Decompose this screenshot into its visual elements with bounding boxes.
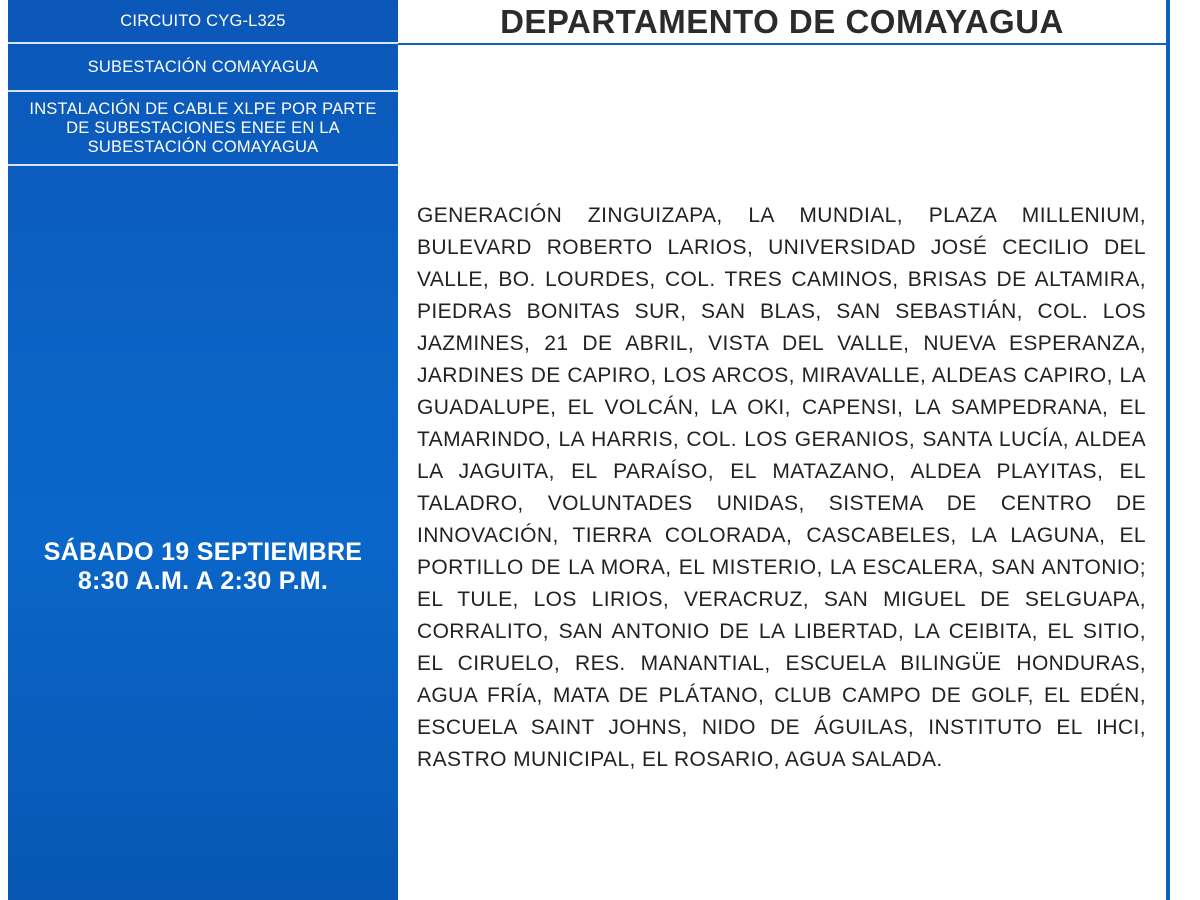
substation-label: SUBESTACIÓN COMAYAGUA [8,44,398,92]
header-divider [398,43,1170,45]
left-info-column [8,0,398,900]
affected-sectors-text: GENERACIÓN ZINGUIZAPA, LA MUNDIAL, PLAZA MILLENIUM, BULEVARD ROBERTO LARIOS, UNIVERSIDAD JOSÉ CECILIO DEL VALLE, BO. LOURDES, COL. TRES CAMINOS, BRISAS DE ALTAMIRA, PIEDRAS BONITAS SUR, SAN BLAS, SAN SEBASTIÁN, COL. LOS JAZMINES, 21 DE ABRIL, VISTA DEL VALLE, NUEVA ESPERANZA, JARDINES DE CAPIRO, LOS ARCOS, MIRAVALLE, ALDEAS CAPIRO, LA GUADALUPE, EL VOLCÁN, LA OKI, CAPENSI, LA SAMPEDRANA, EL TAMARINDO, LA HARRIS, COL. LOS GERANIOS, SANTA LUCÍA, ALDEA LA JAGUITA, EL PARAÍSO, EL MATAZANO, ALDEA PLAYITAS, EL TALADRO, VOLUNTADES UNIDAS, SISTEMA DE CENTRO DE INNOVACIÓN, TIERRA COLORADA, CASCABELES, LA LAGUNA, EL PORTILLO DE LA MORA, EL MISTERIO, LA ESCALERA, SAN ANTONIO; EL TULE, LOS LIRIOS, VERACRUZ, SAN MIGUEL DE SELGUAPA, CORRALITO, SAN ANTONIO DE LA LIBERTAD, LA CEIBITA, EL SITIO, EL CIRUELO, RES. MANANTIAL, ESCUELA BILINGÜE HONDURAS, AGUA FRÍA, MATA DE PLÁTANO, CLUB CAMPO DE GOLF, EL EDÉN, ESCUELA SAINT JOHNS, NIDO DE ÁGUILAS, INSTITUTO EL IHCI, RASTRO MUNICIPAL, EL ROSARIO, AGUA SALADA. [417,204,1146,771]
right-border [1166,0,1170,900]
schedule-block [8,538,398,596]
work-description: INSTALACIÓN DE CABLE XLPE POR PARTE DE SUBESTACIONES ENEE EN LA SUBESTACIÓN COMAYAGUA [8,92,398,166]
schedule-date: SÁBADO 19 SEPTIEMBRE [43,538,363,566]
department-title: DEPARTAMENTO DE COMAYAGUA [500,2,1064,40]
circuit-label: CIRCUITO CYG-L325 [8,0,398,44]
schedule-time: 8:30 A.M. A 2:30 P.M. [77,567,329,595]
